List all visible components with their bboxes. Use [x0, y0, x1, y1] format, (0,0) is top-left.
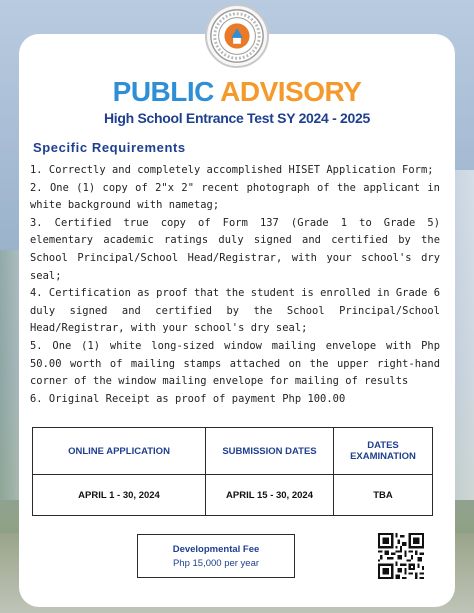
- header-submission-dates: SUBMISSION DATES: [206, 428, 334, 475]
- cell-submission-dates: APRIL 15 - 30, 2024: [206, 475, 334, 516]
- requirement-item-4: 4. Certification as proof that the student is enrolled in Grade 6 duly signed and certified by the School Principal/School Head/Registrar, with your school's dry seal;: [30, 287, 440, 335]
- requirement-item-6: 6. Original Receipt as proof of payment Php 100.00: [30, 392, 346, 405]
- developmental-fee-box: [137, 534, 295, 578]
- header-dates-examination: DATES EXAMINATION: [334, 428, 433, 475]
- schedule-header-row: [33, 428, 433, 475]
- title-public: PUBLIC: [112, 76, 214, 107]
- requirement-item-1: 1. Correctly and completely accomplished HISET Application Form;: [30, 164, 434, 176]
- title-advisory: ADVISORY: [220, 76, 362, 107]
- cell-dates-examination: TBA: [334, 475, 433, 516]
- requirement-item-5: 5. One (1) white long-sized window mailing envelope with Php 50.00 worth of mailing stamps attached on the upper right-hand corner of the window mailing envelope for mailing of results: [30, 339, 440, 388]
- university-seal-icon: [205, 4, 269, 68]
- requirement-item-3: 3. Certified true copy of Form 137 (Grade 1 to Grade 5) elementary academic ratings duly signed and certified by the School Principal/School Head/Registrar, with your school's dry seal;: [30, 216, 440, 282]
- qr-code-icon[interactable]: [378, 533, 424, 579]
- requirement-item-2: 2. One (1) copy of 2"x 2" recent photograph of the applicant in white background with nametag;: [30, 181, 440, 212]
- page-title: [19, 76, 455, 108]
- header-online-application: ONLINE APPLICATION: [33, 428, 206, 475]
- requirements-heading: Specific Requirements: [33, 140, 186, 155]
- fee-label: Developmental Fee: [172, 544, 260, 555]
- table-row: [33, 475, 433, 516]
- cell-online-application: APRIL 1 - 30, 2024: [33, 475, 206, 516]
- requirements-list: [30, 162, 440, 408]
- page-subtitle: High School Entrance Test SY 2024 - 2025: [103, 110, 371, 126]
- fee-value: Php 15,000 per year: [172, 558, 260, 569]
- schedule-table: [32, 427, 433, 516]
